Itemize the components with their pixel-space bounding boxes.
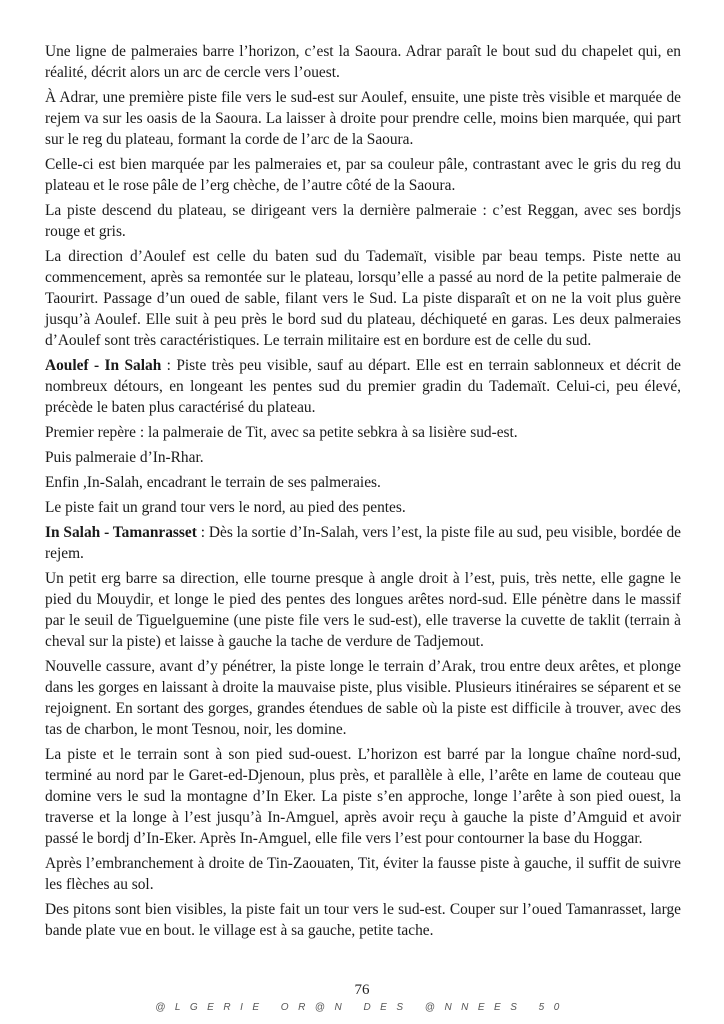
paragraph: La piste descend du plateau, se dirigeant vers la dernière palmeraie : c’est Reggan, avec ses bordjs rouge et gris.: [45, 202, 681, 240]
paragraph: Le piste fait un grand tour vers le nord, au pied des pentes.: [45, 499, 406, 516]
paragraph: À Adrar, une première piste file vers le sud-est sur Aoulef, ensuite, une piste très visible et marquée de rejem va sur les oasis de la Saoura. La laisser à droite pour prendre celle, moins bien marquée, qui part sur le reg du plateau, formant la corde de l’arc de la Saoura.: [45, 89, 681, 148]
section-text: : Piste très peu visible, sauf au départ. Elle est en terrain sablonneux et décrit de nombreux détours, en longeant les pentes sud du premier gradin du Tademaït. Celui-ci, peu élevé, précède le baten plus caractérisé du plateau.: [45, 357, 681, 416]
section-in-salah-tamanrasset: [45, 522, 681, 564]
paragraph: Premier repère : la palmeraie de Tit, avec sa petite sebkra à sa lisière sud-est.: [45, 424, 518, 441]
paragraph: Des pitons sont bien visibles, la piste fait un tour vers le sud-est. Couper sur l’oued Tamanrasset, large bande plate vue en bout. le village est à sa gauche, petite tache.: [45, 901, 681, 939]
paragraph: La direction d’Aoulef est celle du baten sud du Tademaït, visible par beau temps. Piste nette au commencement, après sa remontée sur le plateau, lorsqu’elle a passé au nord de la petite palmeraie de Taourirt. Passage d’un oued de sable, filant vers le Sud. La piste disparaît et on ne la voit plus guère jusqu’à Aoulef. Elle suit à peu près le bord sud du plateau, déchiqueté en garas. Les deux palmeraies d’Aoulef sont très caractéristiques. Le terrain militaire est en bordure est de celle du sud.: [45, 248, 681, 349]
section-heading: In Salah - Tamanrasset: [45, 524, 197, 541]
footer-watermark: @LGERIE OR@N DES @NNEES 50: [155, 1002, 569, 1013]
paragraph: Enfin ,In-Salah, encadrant le terrain de ses palmeraies.: [45, 474, 381, 491]
section-text: : Dès la sortie d’In-Salah, vers l’est, la piste file au sud, peu visible, bordée de rejem.: [45, 524, 681, 562]
page-number: 76: [354, 982, 370, 998]
paragraph: Celle-ci est bien marquée par les palmeraies et, par sa couleur pâle, contrastant avec le gris du reg du plateau et le rose pâle de l’erg chèche, de l’autre côté de la Saoura.: [45, 156, 681, 194]
paragraph: La piste et le terrain sont à son pied sud-ouest. L’horizon est barré par la longue chaîne nord-sud, terminé au nord par le Garet-ed-Djenoun, plus près, et parallèle à elle, l’arête en lame de couteau que domine vers le sud la montagne d’In Eker. La piste s’en approche, longe l’arête à son pied ouest, la traverse et la longe à l’est jusqu’à In-Amguel, après avoir reçu à gauche la piste d’Amguid et avoir passé le bordj d’In-Eker. Après In-Amguel, elle file vers l’est pour contourner la base du Hoggar.: [45, 746, 681, 847]
section-aoulef-in-salah: [45, 355, 681, 418]
paragraph: Un petit erg barre sa direction, elle tourne presque à angle droit à l’est, puis, très nette, elle gagne le pied du Mouydir, et longe le pied des pentes des longues arêtes nord-sud. Elle pénètre dans le massif par le seuil de Tiguelguemine (une piste file vers le sud-est), elle traverse la cuvette de taklit (terrain à cheval sur la piste) et laisse à gauche la tache de verdure de Tadjemout.: [45, 570, 681, 650]
paragraph: Une ligne de palmeraies barre l’horizon, c’est la Saoura. Adrar paraît le bout sud du chapelet qui, en réalité, décrit alors un arc de cercle vers l’ouest.: [45, 43, 681, 81]
paragraph: Puis palmeraie d’In-Rhar.: [45, 449, 204, 466]
paragraph: Nouvelle cassure, avant d’y pénétrer, la piste longe le terrain d’Arak, trou entre deux arêtes, et plonge dans les gorges en laissant à droite la mauvaise piste, plus visible. Plusieurs itinéraires se séparent et se rejoignent. En sortant des gorges, grandes étendues de sable où la piste est difficile à trouver, avec des tas de charbon, le mont Tesnou, noir, les domine.: [45, 658, 681, 738]
page-body: [45, 41, 681, 945]
section-heading: Aoulef - In Salah: [45, 357, 162, 374]
paragraph: Après l’embranchement à droite de Tin-Zaouaten, Tit, éviter la fausse piste à gauche, il suffit de suivre les flèches au sol.: [45, 855, 681, 893]
